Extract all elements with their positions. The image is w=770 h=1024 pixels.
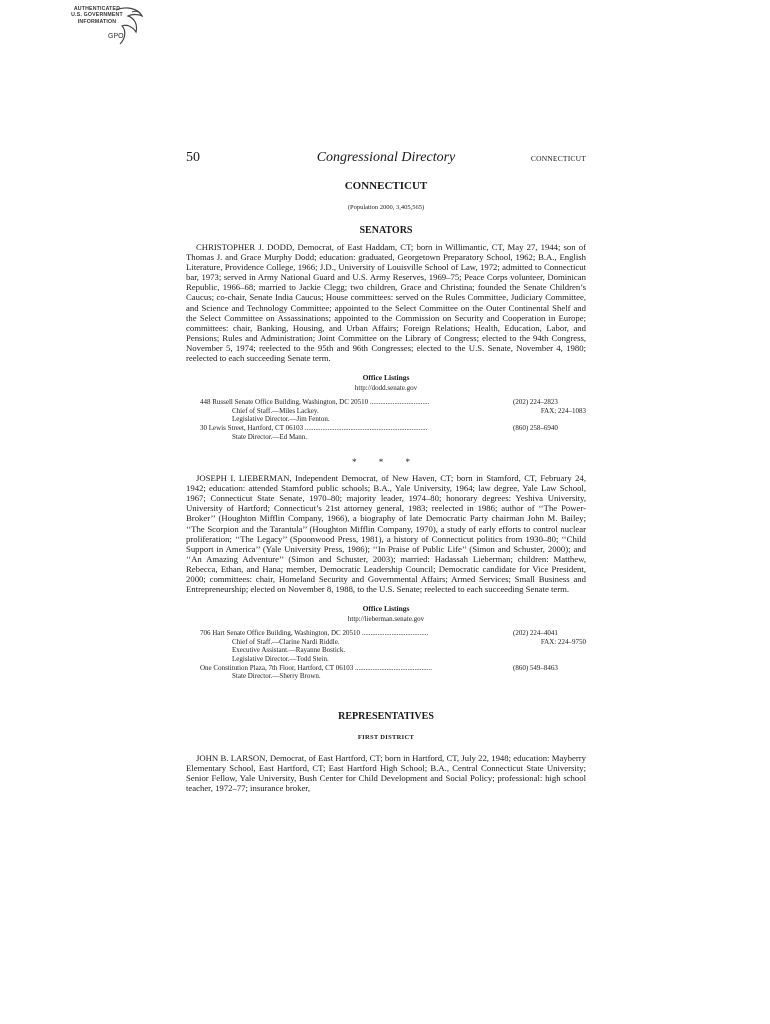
running-header bbox=[186, 150, 586, 172]
directory-page bbox=[186, 150, 586, 793]
section-separator: * * * bbox=[352, 457, 420, 468]
running-title: Congressional Directory bbox=[316, 150, 456, 165]
listing-row: 448 Russell Senate Office Building, Washington, DC 20510 .................................. (202) 224–2823 bbox=[200, 398, 558, 407]
listing-row: State Director.—Sherry Brown. bbox=[232, 672, 321, 681]
listing-row: 30 Lewis Street, Hartford, CT 06103 ...................................................................... (860) 258–6940 bbox=[200, 423, 558, 432]
representatives-heading: REPRESENTATIVES bbox=[338, 710, 434, 722]
state-heading: CONNECTICUT bbox=[344, 180, 428, 192]
listing-row: Chief of Staff.—Clarine Nardi Riddle. FAX: 224–9750 bbox=[232, 637, 586, 646]
eagle-icon bbox=[112, 6, 146, 50]
page-number: 50 bbox=[186, 150, 200, 165]
listing-row: One Constitution Plaza, 7th Floor, Hartford, CT 06103 ............................................ (860) 549–8463 bbox=[200, 663, 558, 672]
listing-row: Legislative Director.—Todd Stein. bbox=[232, 655, 329, 663]
seal-text: AUTHENTICATED U.S. GOVERNMENT INFORMATION bbox=[71, 6, 123, 25]
senator-bio: CHRISTOPHER J. DODD, Democrat, of East Haddam, CT; born in Willimantic, CT, May 27, 1944; son of Thomas J. and Grace Murphy Dodd; education: graduated, Georgetown Preparatory School, 1962; B.A., English Literature, Providence College, 1966; J.D., University of Louisville School of Law, 1972; admitted to Connecticut bar, 1973; served in Army National Guard and U.S. Army Reserves, 1969–75; Peace Corps volunteer, Dominican Republic, 1966–68; married to Jackie Clegg; two children, Grace and Christina; founded the Senate Children’s Caucus; co-chair, Senate India Caucus; House committees: served on the Rules Committee, Judiciary Committee, and Science and Technology Committee; appointed to the Select Committee on the Outer Continental Shelf and the Select Committee on Assassinations; appointed to the Commission on Security and Cooperation in Europe; committees: chair, Banking, Housing, and Urban Affairs; Foreign Relations; Health, Education, Labor, and Pensions; Rules and Administration; Joint Committee on the Library of Congress; elected to the 94th Congress, November 5, 1974; reelected to the 95th and 96th Congresses; elected to the U.S. Senate, November 4, 1980; reelected to each succeeding Senate term. bbox=[186, 242, 586, 364]
office-listings-heading: Office Listings bbox=[362, 373, 410, 383]
listing-row: Legislative Director.—Jim Fenton. bbox=[232, 415, 330, 424]
seal-gpo-label: GPO bbox=[108, 33, 124, 40]
listing-row: Executive Assistant.—Rayanne Bostick. bbox=[232, 646, 346, 655]
gpo-authentication-seal bbox=[62, 6, 148, 50]
listing-row: State Director.—Ed Mann. bbox=[232, 432, 308, 441]
office-listings-heading: Office Listings bbox=[362, 604, 410, 614]
senator-bio: JOSEPH I. LIEBERMAN, Independent Democrat, of New Haven, CT; born in Stamford, CT, February 24, 1942; education: attended Stamford public schools; B.A., Yale University, 1964; law degree, Yale Law School, 1967; Connecticut State Senate, 1970–80; majority leader, 1974–80; honorary degrees: Yeshiva University, University of Hartford; Connecticut’s 21st attorney general, 1983; reelected in 1986; author of ‘‘The Power-Broker’’ (Houghton Mifflin Company, 1966), a biography of late Democratic Party chairman John M. Bailey; ‘‘The Scorpion and the Tarantula’’ (Houghton Mifflin Company, 1970), a study of early efforts to control nuclear proliferation; ‘‘The Legacy’’ (Spoonwood Press, 1981), a history of Connecticut politics from 1930–80; ‘‘Child Support in America’’ (Yale University Press, 1986); ‘‘In Praise of Public Life’’ (Simon and Schuster, 2000); and ‘‘An Amazing Adventure’’ (Simon and Schuster, 2003); married: Hadassah Lieberman; children: Matthew, Rebecca, Ethan, and Hana; member, Democratic Leadership Council; Democratic candidate for Vice President, 2000; committees: chair, Homeland Security and Governmental Affairs; Armed Services; Small Business and Entrepreneurship; elected on November 8, 1988, to the U.S. Senate; reelected to each succeeding Senate term. bbox=[186, 473, 586, 595]
listing-row: 706 Hart Senate Office Building, Washington, DC 20510 ...................................... (202) 224–4041 bbox=[200, 629, 558, 638]
district-heading: FIRST DISTRICT bbox=[357, 733, 415, 741]
running-state: CONNECTICUT bbox=[530, 154, 586, 163]
population-line: (Population 2000, 3,405,565) bbox=[347, 204, 425, 211]
listing-row: Chief of Staff.—Miles Lackey. FAX: 224–1083 bbox=[232, 406, 586, 415]
office-listing bbox=[186, 629, 586, 681]
senator-website-link[interactable]: http://dodd.senate.gov bbox=[354, 384, 418, 393]
senator-website-link[interactable]: http://lieberman.senate.gov bbox=[347, 615, 425, 624]
representative-bio: JOHN B. LARSON, Democrat, of East Hartford, CT; born in Hartford, CT, July 22, 1948; education: Mayberry Elementary School, East Hartford, CT; East Hartford High School; B.A., Central Connecticut State University; Senior Fellow, Yale University, Bush Center for Child Development and Social Policy; professional: high school teacher, 1972–77; insurance broker, bbox=[186, 752, 586, 794]
senators-heading: SENATORS bbox=[359, 225, 413, 236]
office-listing bbox=[186, 398, 586, 441]
